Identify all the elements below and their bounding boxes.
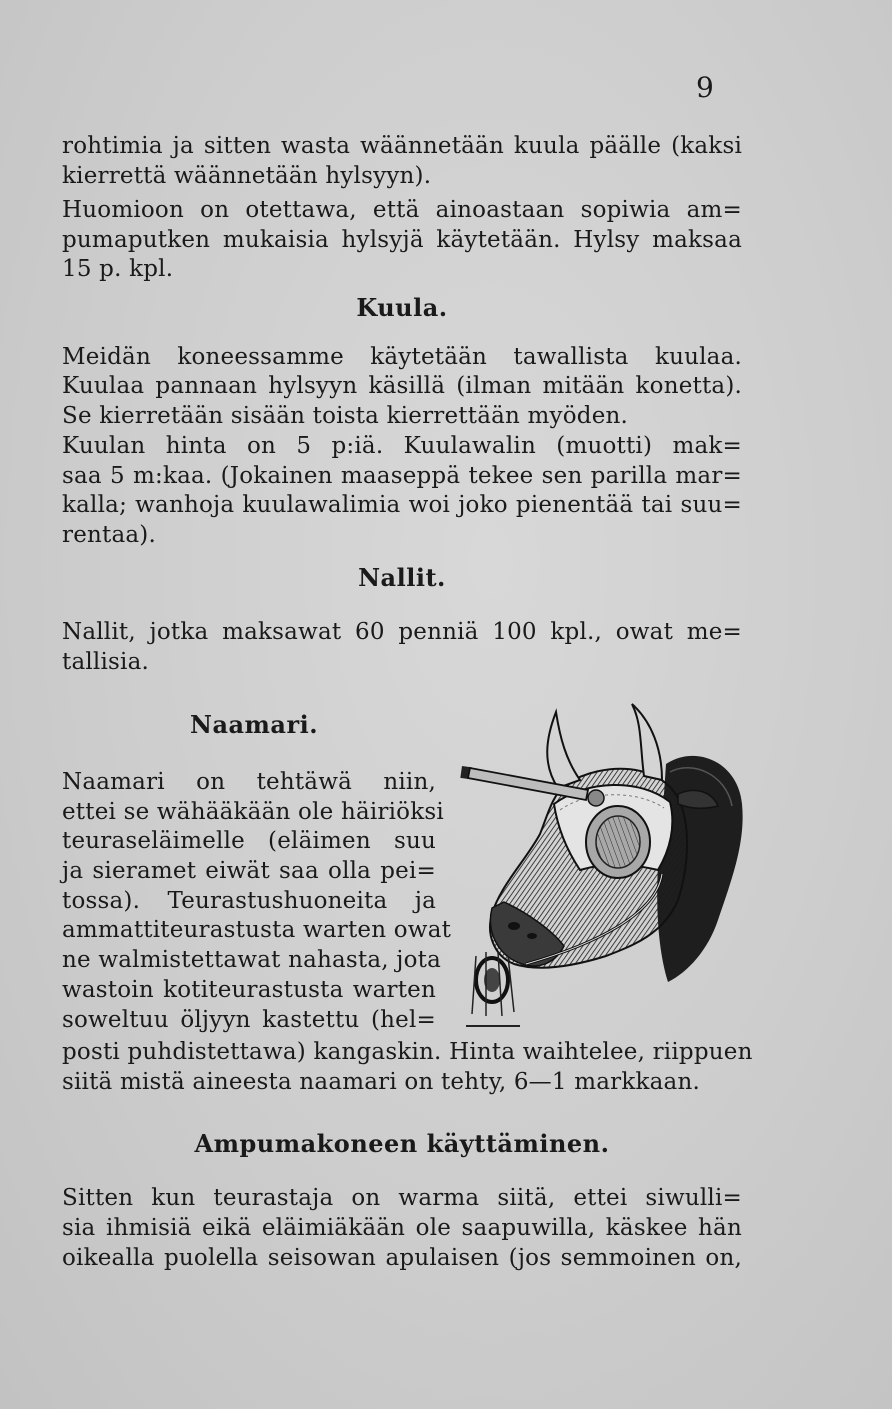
text-line: saa 5 m:kaa. (Jokainen maaseppä tekee sen parilla mar=	[62, 463, 742, 489]
text-line: kierrettä wäännetään hylsyyn).	[62, 163, 432, 189]
text-line: rohtimia ja sitten wasta wäännetään kuula päälle (kaksi	[62, 133, 742, 159]
text-line: oikealla puolella seisowan apulaisen (jos semmoinen on,	[62, 1245, 742, 1271]
text-line: Kuulaa pannaan hylsyyn käsillä (ilman mitään konetta).	[62, 373, 742, 399]
text-line: Se kierretään sisään toista kierrettään myöden.	[62, 403, 629, 429]
text-line: ja sieramet eiwät saa olla pei=	[62, 858, 436, 884]
text-line: 15 p. kpl.	[62, 256, 174, 282]
text-line: rentaa).	[62, 522, 156, 548]
ox-mask-illustration	[456, 694, 748, 1034]
text-line: siitä mistä aineesta naamari on tehty, 6—1 markkaan.	[62, 1069, 700, 1095]
text-line: sia ihmisiä eikä eläimiäkään ole saapuwilla, käskee hän	[62, 1215, 742, 1241]
text-line: ne walmistettawat nahasta, jota	[62, 947, 442, 973]
section-heading-naamari: Naamari.	[190, 710, 319, 739]
text-line: pumaputken mukaisia hylsyjä käytetään. Hylsy maksaa	[62, 227, 742, 253]
section-heading-nallit: Nallit.	[358, 563, 446, 592]
text-line: Huomioon on otettawa, että ainoastaan sopiwia am=	[62, 197, 742, 223]
text-line: wastoin kotiteurastusta warten	[62, 977, 436, 1003]
text-line: tallisia.	[62, 649, 150, 675]
text-line: tossa). Teurastushuoneita ja	[62, 888, 436, 914]
section-heading-kuula: Kuula.	[356, 293, 448, 322]
text-line: Nallit, jotka maksawat 60 penniä 100 kpl., owat me=	[62, 619, 742, 645]
text-line: Sitten kun teurastaja on warma siitä, ettei siwulli=	[62, 1185, 742, 1211]
text-line: ettei se wähääkään ole häiriöksi	[62, 799, 444, 825]
text-line: Meidän koneessamme käytetään tawallista kuulaa.	[62, 344, 742, 370]
section-heading-ampumakoneen: Ampumakoneen käyttäminen.	[194, 1129, 610, 1158]
text-line: ammattiteurastusta warten owat	[62, 917, 452, 943]
text-line: soweltuu öljyyn kastettu (hel=	[62, 1007, 436, 1033]
text-line: Kuulan hinta on 5 p:iä. Kuulawalin (muotti) mak=	[62, 433, 742, 459]
text-line: Naamari on tehtäwä niin,	[62, 769, 436, 795]
text-line: teuraseläimelle (eläimen suu	[62, 828, 436, 854]
page-number: 9	[696, 71, 714, 104]
text-line: posti puhdistettawa) kangaskin. Hinta waihtelee, riippuen	[62, 1039, 753, 1065]
text-line: kalla; wanhoja kuulawalimia woi joko pienentää tai suu=	[62, 492, 742, 518]
